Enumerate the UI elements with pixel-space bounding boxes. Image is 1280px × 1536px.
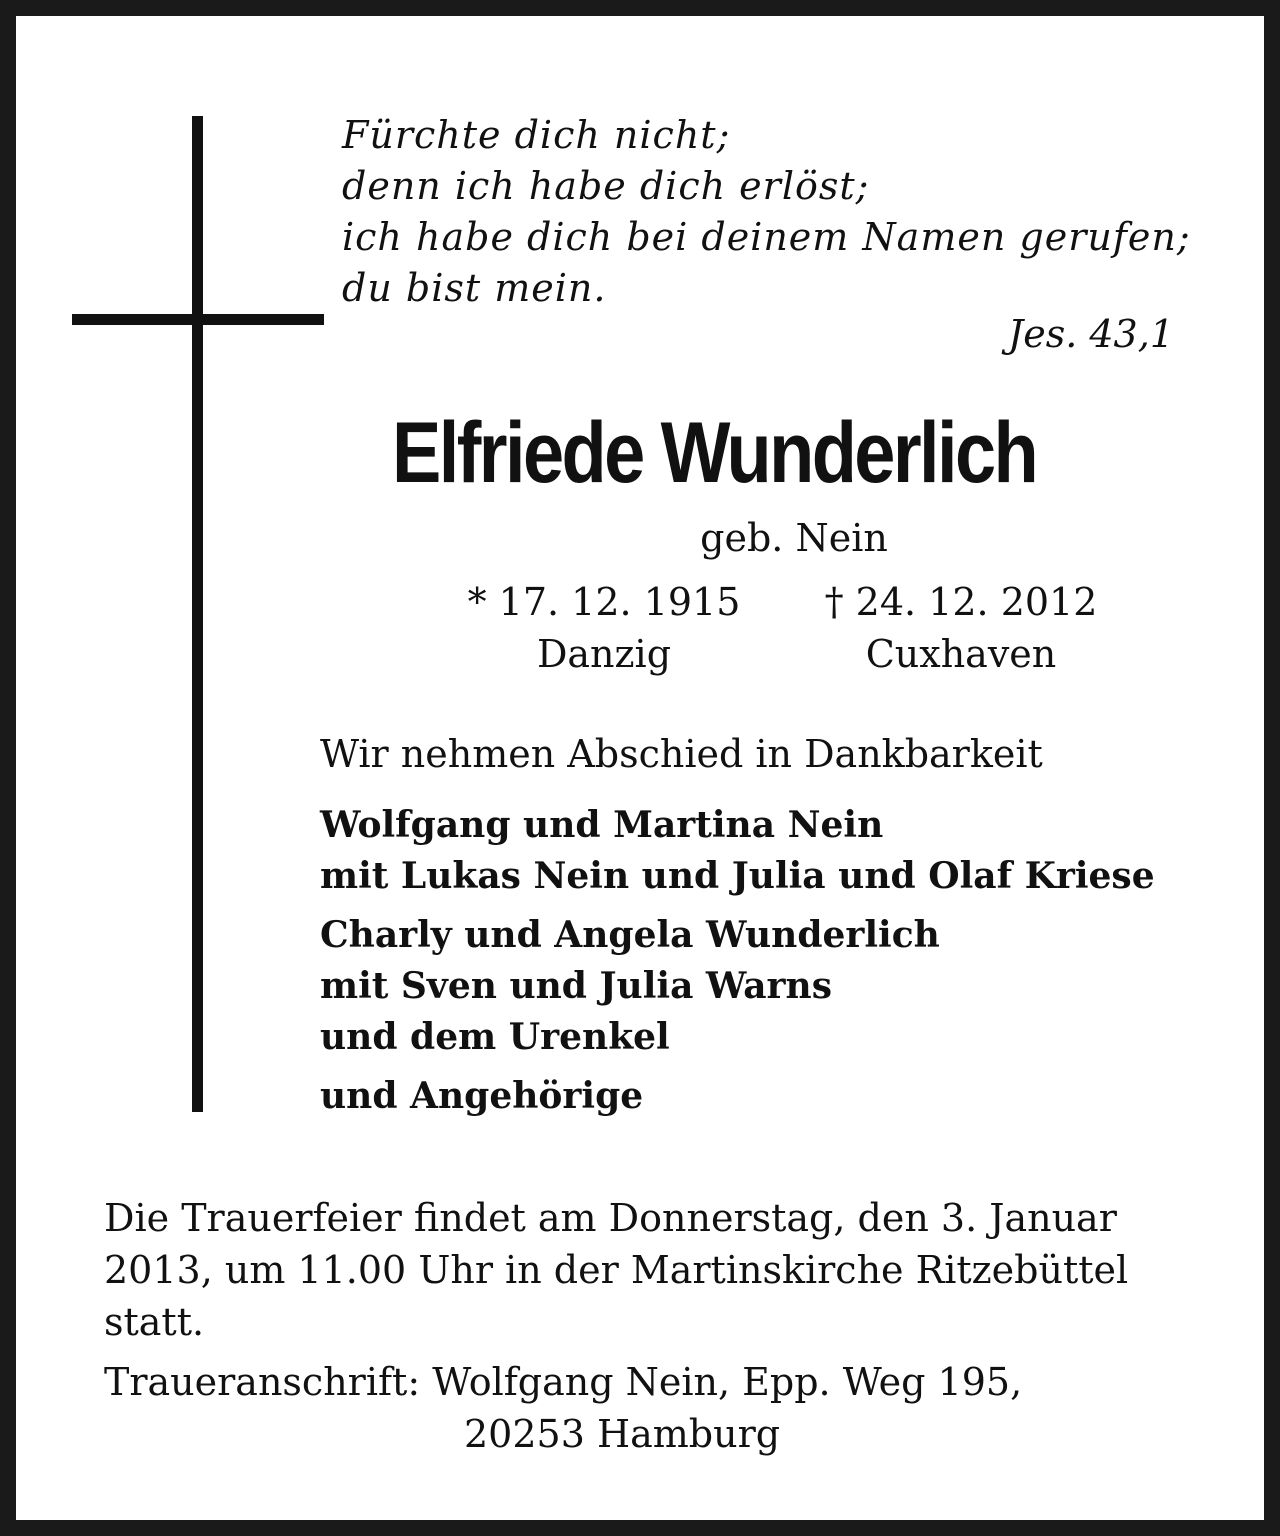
verse-line: ich habe dich bei deinem Namen gerufen;: [342, 215, 1191, 259]
farewell-text: Wir nehmen Abschied in Dankbarkeit: [320, 732, 1043, 776]
cross-vertical-beam: [192, 116, 203, 1112]
mourner-line: mit Lukas Nein und Julia und Olaf Kriese: [320, 855, 1155, 897]
cross-horizontal-beam: [72, 314, 324, 325]
mourner-group: [320, 1071, 1155, 1122]
mourner-line: Wolfgang und Martina Nein: [320, 804, 884, 846]
birth-date: * 17. 12. 1915: [467, 580, 741, 624]
service-info: Die Trauerfeier findet am Donnerstag, den 3. Januar 2013, um 11.00 Uhr in der Martinskirche Ritzebüttel statt.: [104, 1196, 1129, 1344]
birth-place: Danzig: [536, 632, 672, 676]
mourner-line: und dem Urenkel: [320, 1016, 670, 1058]
birth-info: [462, 576, 746, 680]
mourning-address: [104, 1356, 1022, 1460]
bible-verse: [342, 110, 1191, 314]
mourner-line: und Angehörige: [320, 1075, 644, 1117]
verse-reference: Jes. 43,1: [1008, 312, 1174, 356]
verse-line: denn ich habe dich erlöst;: [342, 164, 870, 208]
mourner-line: Charly und Angela Wunderlich: [320, 914, 940, 956]
verse-line: Fürchte dich nicht;: [342, 113, 731, 157]
address-line: Traueranschrift: Wolfgang Nein, Epp. Weg 195,: [104, 1360, 1023, 1404]
verse-line: du bist mein.: [342, 266, 607, 310]
mourner-group: [320, 800, 1155, 902]
mourners-list: [320, 800, 1155, 1130]
mourner-group: [320, 910, 1155, 1063]
mourner-line: mit Sven und Julia Warns: [320, 965, 832, 1007]
address-city: 20253 Hamburg: [464, 1412, 781, 1456]
deceased-name: Elfriede Wunderlich: [392, 405, 1037, 501]
death-info: [816, 576, 1106, 680]
death-date: † 24. 12. 2012: [824, 580, 1098, 624]
birth-name: geb. Nein: [700, 516, 888, 560]
death-place: Cuxhaven: [865, 632, 1057, 676]
